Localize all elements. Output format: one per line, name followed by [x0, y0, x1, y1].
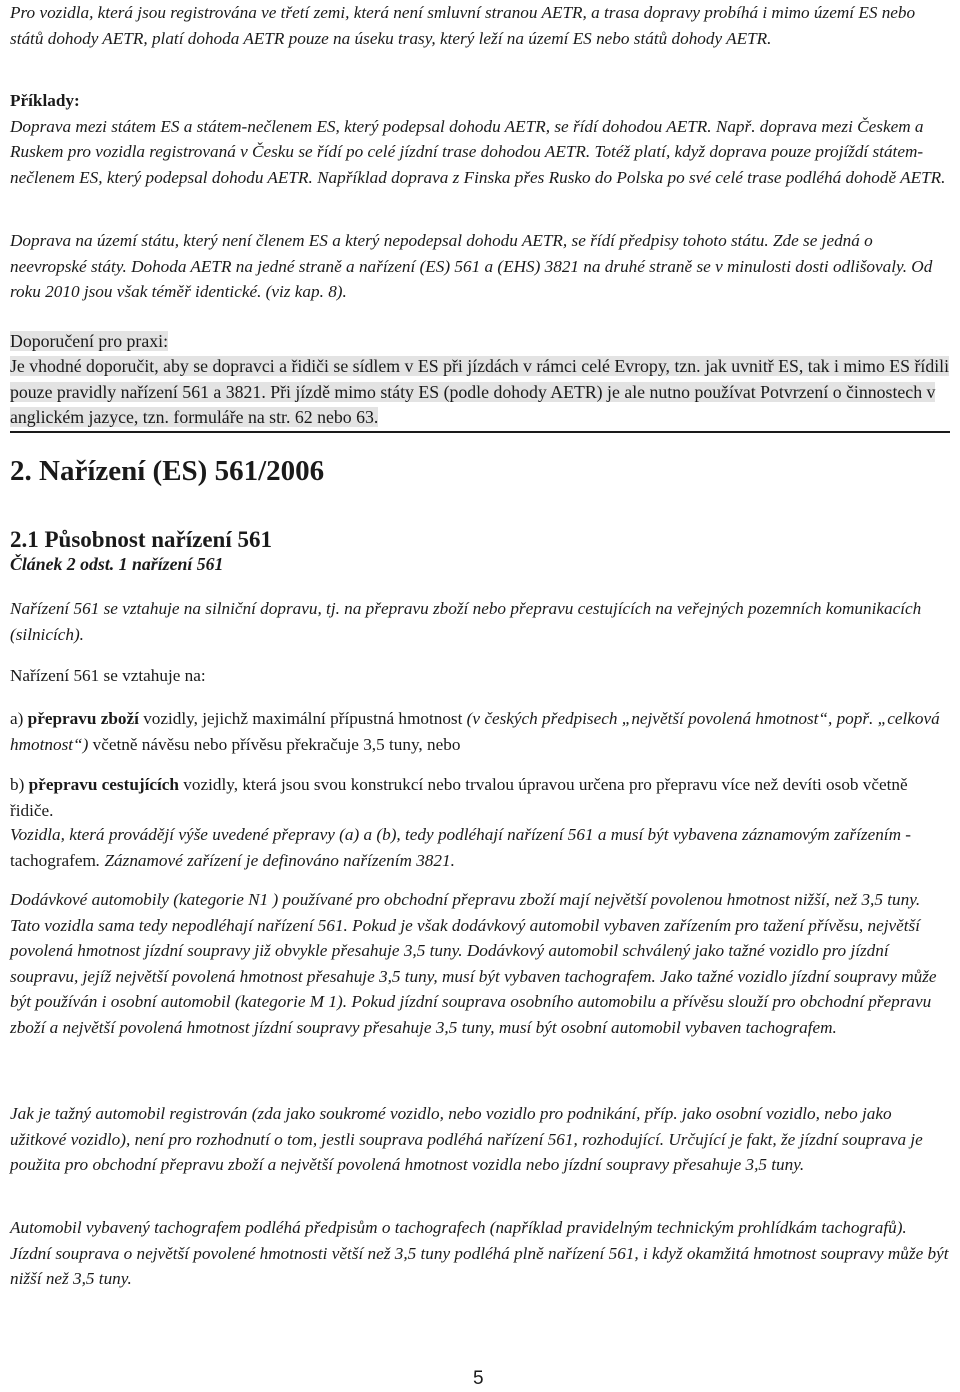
- page-number: 5: [473, 1368, 484, 1389]
- item-a-bold: přepravu zboží: [27, 709, 139, 728]
- recommendation-label: [10, 329, 168, 355]
- item-a-prefix: a): [10, 709, 28, 728]
- tachograph-note-2: . Záznamové zařízení je definováno nařízením 3821.: [95, 850, 455, 870]
- recommendation-label-text: Doporučení pro praxi:: [10, 331, 169, 351]
- item-b-bold: přepravu cestujících: [28, 775, 179, 794]
- section-heading: 2. Nařízení (ES) 561/2006: [10, 455, 325, 487]
- applies-to: [10, 663, 950, 689]
- scope-text: Nařízení 561 se vztahuje na silniční dopravu, tj. na přepravu zboží nebo přepravu cestujících na veřejných pozemních komunikacích (silnicích).: [10, 599, 922, 644]
- item-a: [10, 706, 950, 757]
- non-eu-paragraph: Doprava na území státu, který není členem ES a který nepodepsal dohodu AETR, se řídí předpisy tohoto státu. Zde se jedná o neevropské státy. Dohoda AETR na jedné straně a nařízení (ES) 561 a (EHS) 3821 na druhé straně se v minulosti dosti odlišovaly. Od roku 2010 jsou však téměř identické. (viz kap. 8).: [10, 231, 933, 301]
- examples-label: Příklady:: [10, 91, 80, 110]
- item-b-prefix: b): [10, 775, 29, 794]
- tachograph-word: tachografem: [10, 850, 96, 870]
- recommendation-text-span: Je vhodné doporučit, aby se dopravci a řidiči se sídlem v ES při jízdách v rámci celé Evropy, tzn. jak uvnitř ES, tak i mimo ES řídili pouze pravidly nařízení 561 a 3821. Při jízdě mimo státy ES (podle dohody AETR) je ale nutno používat Potvrzení o činnostech v anglickém jazyce, tzn. formuláře na str. 62 nebo 63.: [10, 356, 950, 427]
- intro-paragraph: Pro vozidla, která jsou registrována ve třetí zemi, která není smluvní stranou AETR, a trasa dopravy probíhá i mimo území ES nebo států dohody AETR, platí dohoda AETR pouze na úseku trasy, který leží na území ES nebo států dohody AETR.: [10, 3, 916, 48]
- examples-text: Doprava mezi státem ES a státem-nečlenem ES, který podepsal dohodu AETR, se řídí dohodou AETR. Např. doprava mezi Českem a Ruskem pro vozidla registrovaná v Česku se řídí po celé jízdní trase dohodou AETR. Totéž platí, když doprava pouze projíždí státem-nečlenem ES, který podepsal dohodu AETR. Například doprava z Finska přes Rusko do Polska po své celé trase podléhá dohodě AETR.: [10, 116, 946, 187]
- tachograph-note: [10, 822, 950, 873]
- item-b-end: vozidly, která jsou svou konstrukcí nebo trvalou úpravou určena pro přepravu více než devíti osob včetně řidiče.: [10, 775, 908, 820]
- towing-paragraph: Jak je tažný automobil registrován (zda jako soukromé vozidlo, nebo vozidlo pro podnikání, příp. jako osobní vozidlo, nebo jako užitkové vozidlo), není pro rozhodnutí o tom, jestli souprava podléhá nařízení 561, rozhodující. Určující je fakt, že jízdní souprava je použita pro obchodní přepravu zboží a největší povolená hmotnost vozidla nebo jízdní soupravy přesahuje 3,5 tuny.: [10, 1104, 923, 1174]
- subsection-heading: 2.1 Působnost nařízení 561: [10, 527, 272, 552]
- vans-paragraph: Dodávkové automobily (kategorie N1 ) používané pro obchodní přepravu zboží mají největší povolenou hmotnost nižší, než 3,5 tuny. Tato vozidla sama tedy nepodléhají nařízení 561. Pokud je však dodávkový automobil vybaven zařízením pro tažení přívěsu, největší povolená hmotnost jízdní soupravy již obvykle přesahuje 3,5 tuny. Dodávkový automobil schválený jako tažné vozidlo pro jízdní soupravu, jejíž největší povolená hmotnost přesahuje 3,5 tuny, musí být vybaven tachografem. Jako tažné vozidlo jízdní soupravy může být používán i osobní automobil (kategorie M 1). Pokud jízdní souprava osobního automobilu a přívěsu slouží pro obchodní přepravu zboží a největší povolená hmotnost jízdní soupravy přesahuje 3,5 tuny, musí být osobní automobil vybaven tachografem.: [10, 890, 937, 1037]
- item-a-end: včetně návěsu nebo přívěsu překračuje 3,5 tuny, nebo: [88, 734, 461, 754]
- item-a-mid: vozidly, jejichž maximální přípustná hmotnost: [138, 709, 467, 728]
- equipped-paragraph: Automobil vybavený tachografem podléhá předpisům o tachografech (například pravidelným technickým prohlídkám tachografů). Jízdní souprava o největší povolené hmotnosti větší než 3,5 tuny podléhá plně nařízení 561, i když okamžitá hmotnost soupravy může být nižší než 3,5 tuny.: [10, 1218, 949, 1288]
- tachograph-note-1: Vozidla, která provádějí výše uvedené přepravy (a) a (b), tedy podléhají nařízení 561 a musí být vybavena záznamovým zařízením -: [10, 825, 912, 844]
- item-a-italic: (v českých předpisech „největší povolená hmotnost“, popř. „celková hmotnost“): [10, 709, 940, 754]
- article-reference: Článek 2 odst. 1 nařízení 561: [10, 554, 224, 574]
- recommendation-text: [10, 354, 950, 431]
- section-separator: [10, 431, 950, 433]
- applies-to-text: Nařízení 561 se vztahuje na:: [10, 666, 206, 685]
- recommendation-block: [10, 331, 950, 431]
- examples-block: [10, 88, 950, 190]
- item-b: [10, 772, 950, 823]
